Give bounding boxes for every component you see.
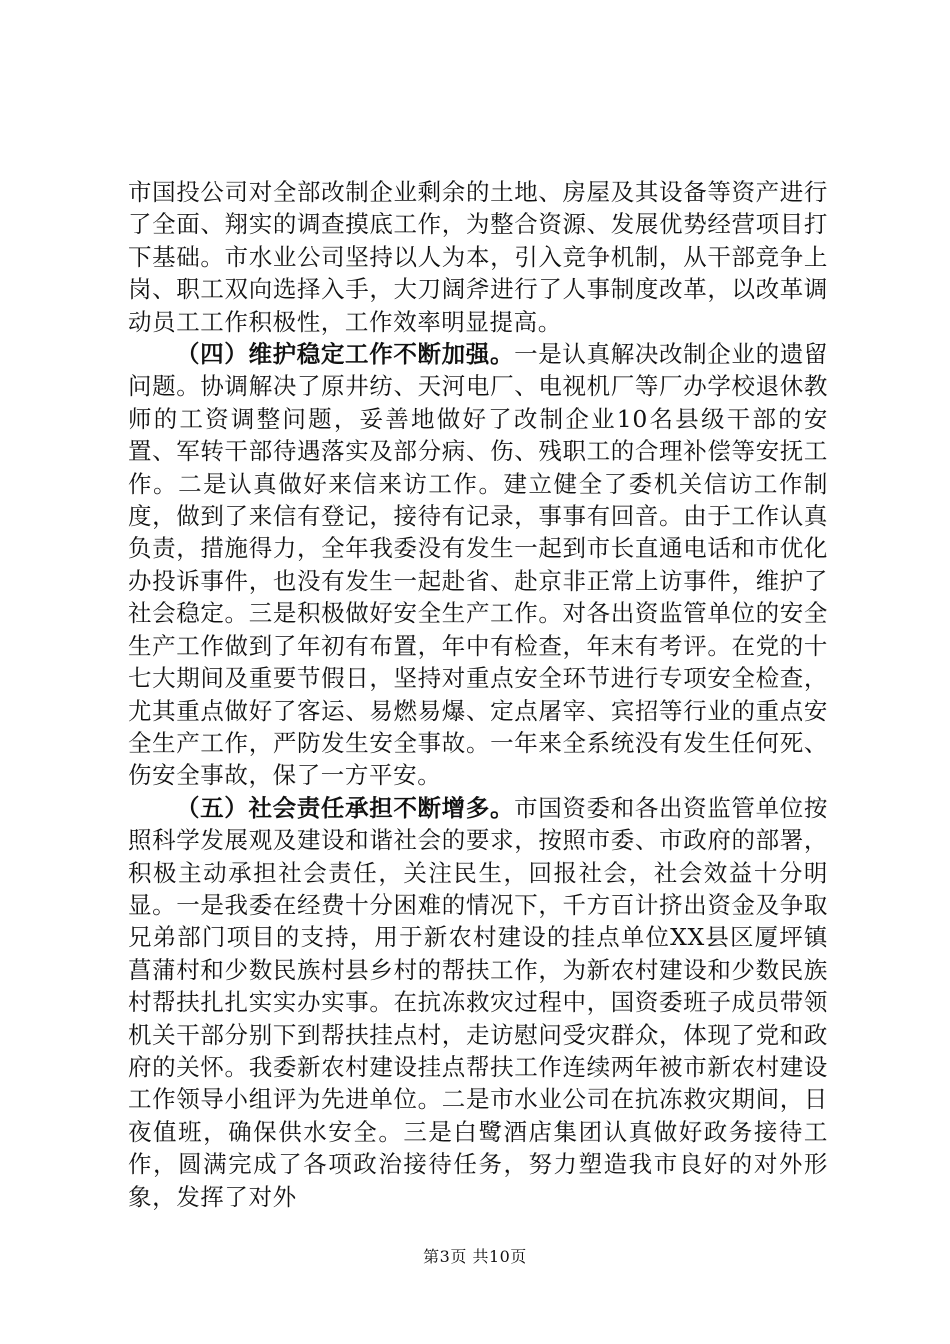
page-footer: [0, 1244, 950, 1267]
paragraph-text: 市国资委和各出资监管单位按照科学发展观及建设和谐社会的要求，按照市委、市政府的部署，积极主动承担社会责任，关注民生，回报社会，社会效益十分明显。一是我委在经费十分困难的情况下，千方百计挤出资金及争取兄弟部门项目的支持，用于新农村建设的挂点单位XX县区厦坪镇菖蒲村和少数民族村县乡村的帮扶工作，为新农村建设和少数民族村帮扶扎扎实实办实事。在抗冻救灾过程中，国资委班子成员带领机关干部分别下到帮扶挂点村，走访慰问受灾群众，体现了党和政府的关怀。我委新农村建设挂点帮扶工作连续两年被市新农村建设工作领导小组评为先进单位。二是市水业公司在抗冻救灾期间，日夜值班，确保供水安全。三是白鹭酒店集团认真做好政务接待工作，圆满完成了各项政治接待任务，努力塑造我市良好的对外形象，发挥了对外: [128, 793, 828, 1211]
page-number-label: 第3页 共10页: [423, 1247, 527, 1266]
paragraph-text: 一是认真解决改制企业的遗留问题。协调解决了原井纺、天河电厂、电视机厂等厂办学校退休教师的工资调整问题，妥善地做好了改制企业10名县级干部的安置、军转干部待遇落实及部分病、伤、残职工的合理补偿等安抚工作。二是认真做好来信来访工作。建立健全了委机关信访工作制度，做到了来信有登记，接待有记录，事事有回音。由于工作认真负责，措施得力，全年我委没有发生一起到市长直通电话和市优化办投诉事件，也没有发生一起赴省、赴京非正常上访事件，维护了社会稳定。三是积极做好安全生产工作。对各出资监管单位的安全生产工作做到了年初有布置，年中有检查，年末有考评。在党的十七大期间及重要节假日，坚持对重点安全环节进行专项安全检查，尤其重点做好了客运、易燃易爆、定点屠宰、宾招等行业的重点安全生产工作，严防发生安全事故。一年来全系统没有发生任何死、伤安全事故，保了一方平安。: [128, 340, 828, 790]
paragraph-continuation: [128, 176, 828, 338]
paragraph-section-4: [128, 338, 828, 792]
section-heading: （五）社会责任承担不断增多。: [176, 793, 515, 822]
document-body: [128, 176, 828, 1213]
paragraph-section-5: [128, 792, 828, 1213]
section-heading: （四）维护稳定工作不断加强。: [176, 340, 515, 369]
paragraph-text: 市国投公司对全部改制企业剩余的土地、房屋及其设备等资产进行了全面、翔实的调查摸底工作，为整合资源、发展优势经营项目打下基础。市水业公司坚持以人为本，引入竞争机制，从干部竞争上岗、职工双向选择入手，大刀阔斧进行了人事制度改革，以改革调动员工工作积极性，工作效率明显提高。: [128, 178, 828, 336]
